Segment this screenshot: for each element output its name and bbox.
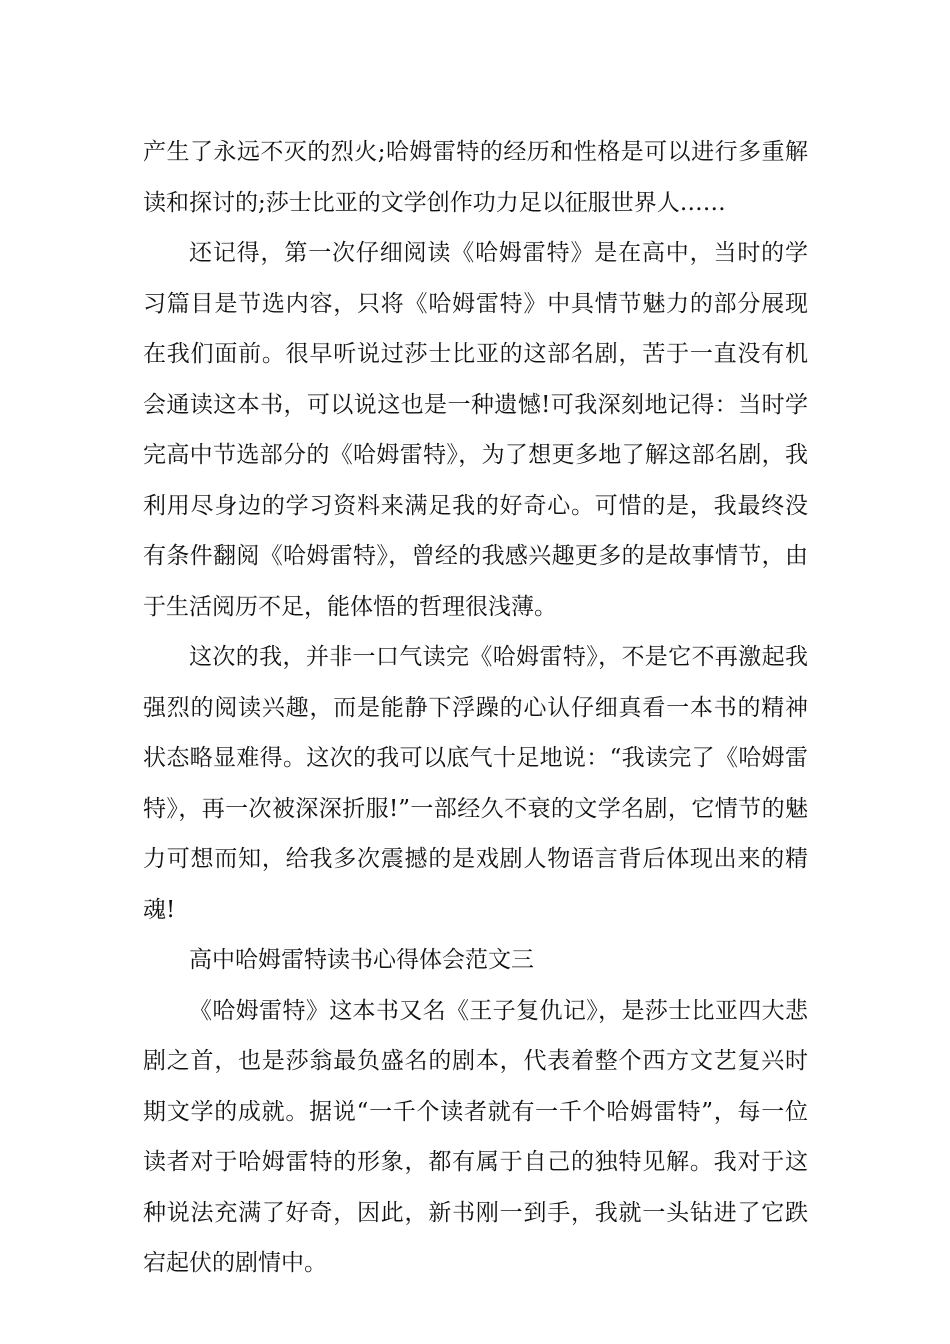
document-body	[143, 127, 808, 1289]
paragraph-first-reading: 还记得，第一次仔细阅读《哈姆雷特》是在高中，当时的学习篇目是节选内容，只将《哈姆雷特》中具情节魅力的部分展现在我们面前。很早听说过莎士比亚的这部名剧，苦于一直没有机会通读这本书，可以说这也是一种遗憾!可我深刻地记得：当时学完高中节选部分的《哈姆雷特》，为了想更多地了解这部名剧，我利用尽身边的学习资料来满足我的好奇心。可惜的是，我最终没有条件翻阅《哈姆雷特》，曾经的我感兴趣更多的是故事情节，由于生活阅历不足，能体悟的哲理很浅薄。	[143, 240, 808, 620]
section-heading: 高中哈姆雷特读书心得体会范文三	[189, 947, 534, 973]
paragraph-essay-three: 《哈姆雷特》这本书又名《王子复仇记》，是莎士比亚四大悲剧之首，也是莎翁最负盛名的剧本，代表着整个西方文艺复兴时期文学的成就。据说“一千个读者就有一千个哈姆雷特”，每一位读者对于哈姆雷特的形象，都有属于自己的独特见解。我对于这种说法充满了好奇，因此，新书刚一到手，我就一头钻进了它跌宕起伏的剧情中。	[143, 997, 808, 1276]
paragraph-this-reading: 这次的我，并非一口气读完《哈姆雷特》，不是它不再激起我强烈的阅读兴趣，而是能静下浮躁的心认仔细真看一本书的精神状态略显难得。这次的我可以底气十足地说：“我读完了《哈姆雷特》，再一次被深深折服!”一部经久不衰的文学名剧，它情节的魅力可想而知，给我多次震撼的是戏剧人物语言背后体现出来的精魂!	[143, 644, 808, 923]
paragraph-continuation: 产生了永远不灭的烈火;哈姆雷特的经历和性格是可以进行多重解读和探讨的;莎士比亚的文学创作功力足以征服世界人……	[143, 139, 808, 216]
